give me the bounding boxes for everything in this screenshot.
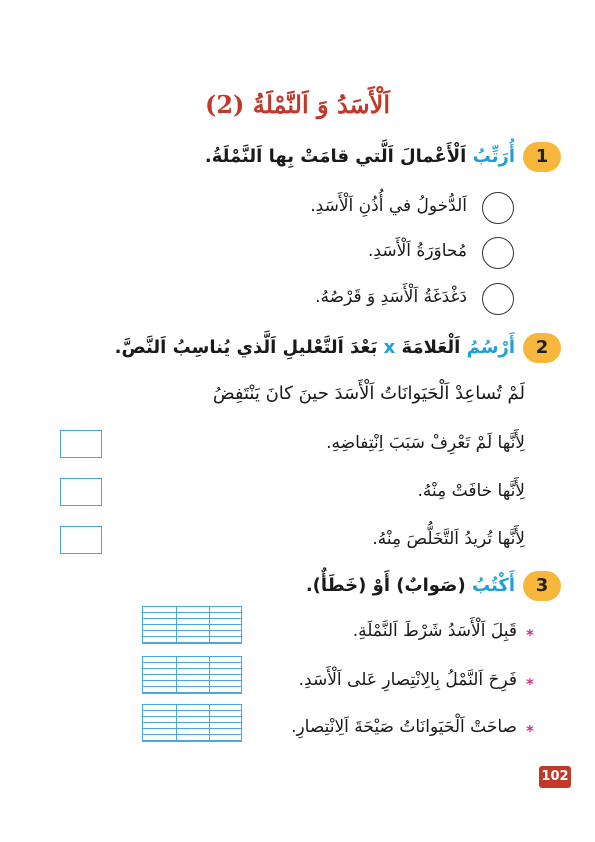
- bullet-star-icon: *: [526, 675, 534, 693]
- question-1-instruction: [205, 146, 515, 167]
- bullet-star-icon: *: [526, 722, 534, 740]
- q1-option-2: مُحاوَرَةُ اَلْأَسَدِ.: [368, 241, 467, 261]
- question-2-instruction: [115, 337, 515, 358]
- question-3-verb: أَكْتُبُ: [471, 575, 515, 596]
- q3-statement-1: قَبِلَ اَلْأَسَدُ شَرْطَ اَلنَّمْلَةِ.: [352, 621, 517, 641]
- order-circle-2[interactable]: [482, 237, 514, 269]
- question-2-verb: أَرْسُمُ: [466, 337, 515, 358]
- q2-option-1: لِأَنَّها لَمْ تَعْرِفْ سَبَبَ اِنْتِفاضِهِ.: [326, 433, 525, 453]
- answer-box-3[interactable]: [60, 526, 102, 554]
- question-1-verb: أُرَتِّبُ: [472, 146, 515, 167]
- cross-mark-icon: x: [383, 337, 396, 358]
- question-1-text: اَلْأَعْمالَ اَلَّتي قامَتْ بِها اَلنَّمْلَةُ.: [204, 146, 467, 167]
- q2-option-3: لِأَنَّها تُريدُ اَلتَّخَلُّصَ مِنْهُ.: [372, 529, 525, 549]
- question-3-instruction: [306, 575, 515, 596]
- q1-option-1: اَلدُّخولُ في أُذُنِ اَلْأَسَدِ.: [310, 196, 467, 216]
- writing-lines-2[interactable]: [142, 656, 242, 694]
- question-1-badge: 1: [523, 142, 561, 172]
- q1-option-3: دَغْدَغَةُ اَلْأَسَدِ وَ قَرْصُهُ.: [315, 287, 467, 307]
- question-3-badge: 3: [523, 571, 561, 601]
- answer-box-1[interactable]: [60, 430, 102, 458]
- writing-lines-1[interactable]: [142, 606, 242, 644]
- question-2-text-before: اَلْعَلامَةَ: [401, 337, 461, 358]
- writing-lines-3[interactable]: [142, 704, 242, 742]
- question-3-text: (صَوابٌ) أَوْ (خَطَأٌ).: [305, 575, 466, 596]
- q3-statement-2: فَرِحَ اَلنَّمْلُ بِالِانْتِصارِ عَلى اَلْأَسَدِ.: [298, 670, 517, 690]
- bullet-star-icon: *: [526, 626, 534, 644]
- answer-box-2[interactable]: [60, 478, 102, 506]
- order-circle-1[interactable]: [482, 192, 514, 224]
- page-title: اَلْأَسَدُ وَ اَلنَّمْلَةُ (2): [204, 90, 391, 119]
- q2-option-2: لِأَنَّها خافَتْ مِنْهُ.: [417, 481, 525, 501]
- order-circle-3[interactable]: [482, 283, 514, 315]
- question-2-badge: 2: [523, 333, 561, 363]
- q3-statement-3: صاحَتْ اَلْحَيَوانَاتُ صَيْحَةَ اَلِانْتِصارِ.: [291, 717, 517, 737]
- question-2-text-after: بَعْدَ اَلتَّعْليلِ اَلَّذي يُناسِبُ اَلنَّصَّ.: [114, 337, 378, 358]
- page-number: 102: [539, 766, 571, 788]
- q2-statement: لَمْ تُساعِدْ اَلْحَيَوانَاتُ اَلْأَسَدَ حينَ كانَ يَنْتَفِضُ: [212, 383, 525, 404]
